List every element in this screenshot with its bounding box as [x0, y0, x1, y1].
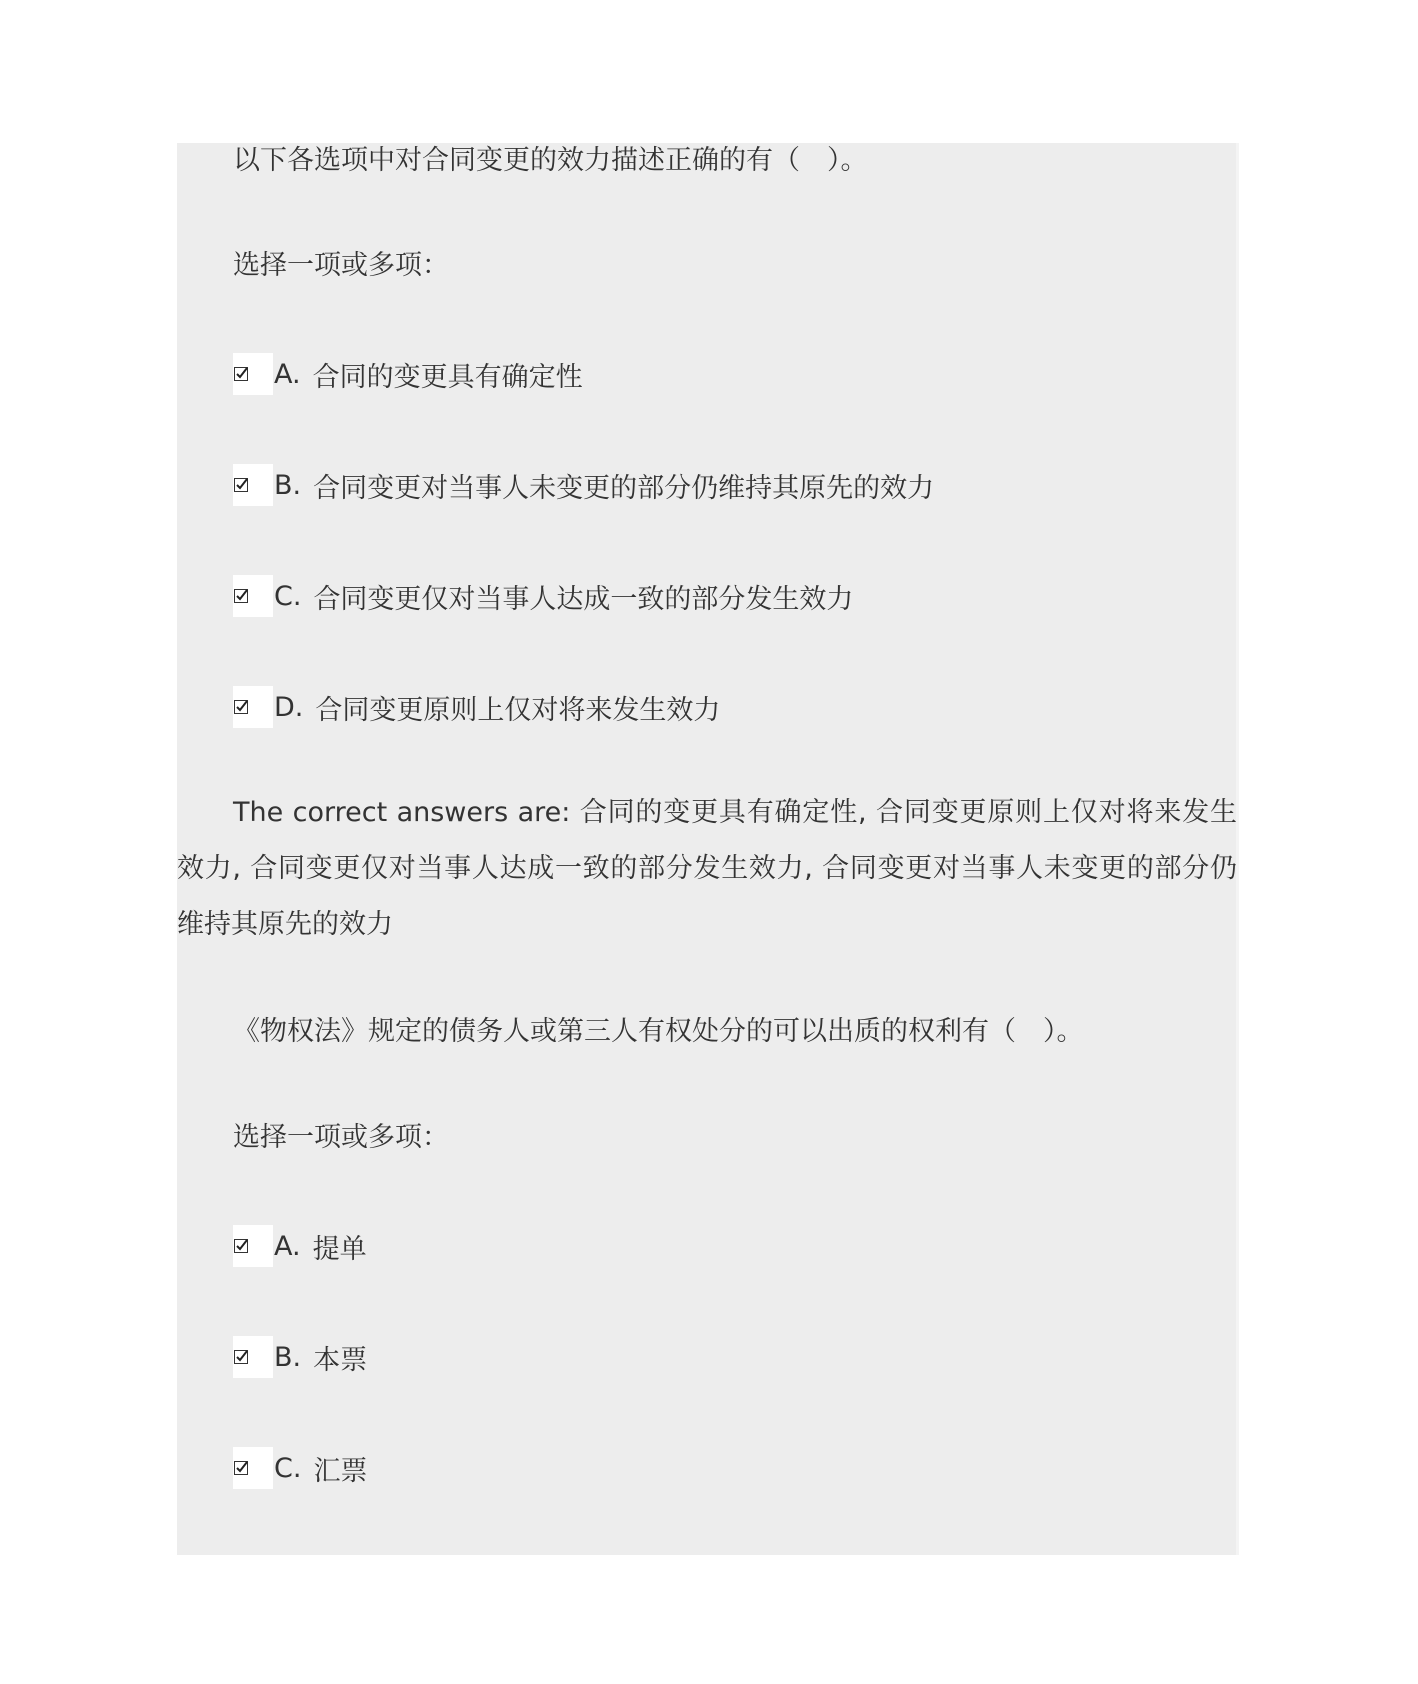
option-text: 合同的变更具有确定性 — [312, 361, 583, 393]
q2-option-b-checkbox-area[interactable] — [233, 1336, 273, 1378]
option-text: 合同变更原则上仅对将来发生效力 — [315, 694, 721, 726]
checked-checkbox-icon[interactable] — [234, 1461, 248, 1475]
q2-option-b[interactable] — [233, 1336, 367, 1378]
question-panel — [177, 143, 1239, 1555]
q1-option-a-checkbox-area[interactable] — [233, 353, 273, 395]
checked-checkbox-icon[interactable] — [234, 478, 248, 492]
question-1-instruction: 选择一项或多项： — [233, 250, 449, 281]
q1-option-a[interactable] — [233, 353, 583, 395]
q1-option-d[interactable] — [233, 686, 720, 728]
checked-checkbox-icon[interactable] — [234, 1239, 248, 1253]
option-letter: C. — [274, 1452, 302, 1484]
q1-option-c[interactable] — [233, 575, 853, 617]
question-2-stem: 《物权法》规定的债务人或第三人有权处分的可以出质的权利有（ ）。 — [233, 1016, 1084, 1047]
option-letter: D. — [274, 691, 304, 723]
option-text: 合同变更对当事人未变更的部分仍维持其原先的效力 — [313, 472, 935, 504]
q1-option-b-checkbox-area[interactable] — [233, 464, 273, 506]
option-letter: B. — [274, 469, 302, 501]
checked-checkbox-icon[interactable] — [234, 589, 248, 603]
option-letter: B. — [274, 1341, 302, 1373]
option-text: 合同变更仅对当事人达成一致的部分发生效力 — [313, 583, 854, 615]
question-1-correct-answer: The correct answers are: 合同的变更具有确定性, 合同变更原则上仅对将来发生效力, 合同变更仅对当事人达成一致的部分发生效力, 合同变更对当事人未变更的部分仍维持其原先的效力 — [177, 797, 1237, 940]
q2-option-c-checkbox-area[interactable] — [233, 1447, 273, 1489]
question-1-stem: 以下各选项中对合同变更的效力描述正确的有（ ）。 — [233, 145, 868, 176]
option-text: 汇票 — [313, 1455, 368, 1487]
question-2-instruction: 选择一项或多项： — [233, 1122, 449, 1153]
checked-checkbox-icon[interactable] — [234, 367, 248, 381]
option-letter: A. — [274, 358, 301, 390]
option-letter: A. — [274, 1230, 301, 1262]
option-text: 提单 — [312, 1233, 367, 1265]
q1-option-b[interactable] — [233, 464, 934, 506]
q1-option-c-checkbox-area[interactable] — [233, 575, 273, 617]
q2-option-a[interactable] — [233, 1225, 367, 1267]
option-letter: C. — [274, 580, 302, 612]
q2-option-c[interactable] — [233, 1447, 367, 1489]
checked-checkbox-icon[interactable] — [234, 1350, 248, 1364]
checked-checkbox-icon[interactable] — [234, 700, 248, 714]
q2-option-a-checkbox-area[interactable] — [233, 1225, 273, 1267]
option-text: 本票 — [313, 1344, 368, 1376]
q1-option-d-checkbox-area[interactable] — [233, 686, 273, 728]
